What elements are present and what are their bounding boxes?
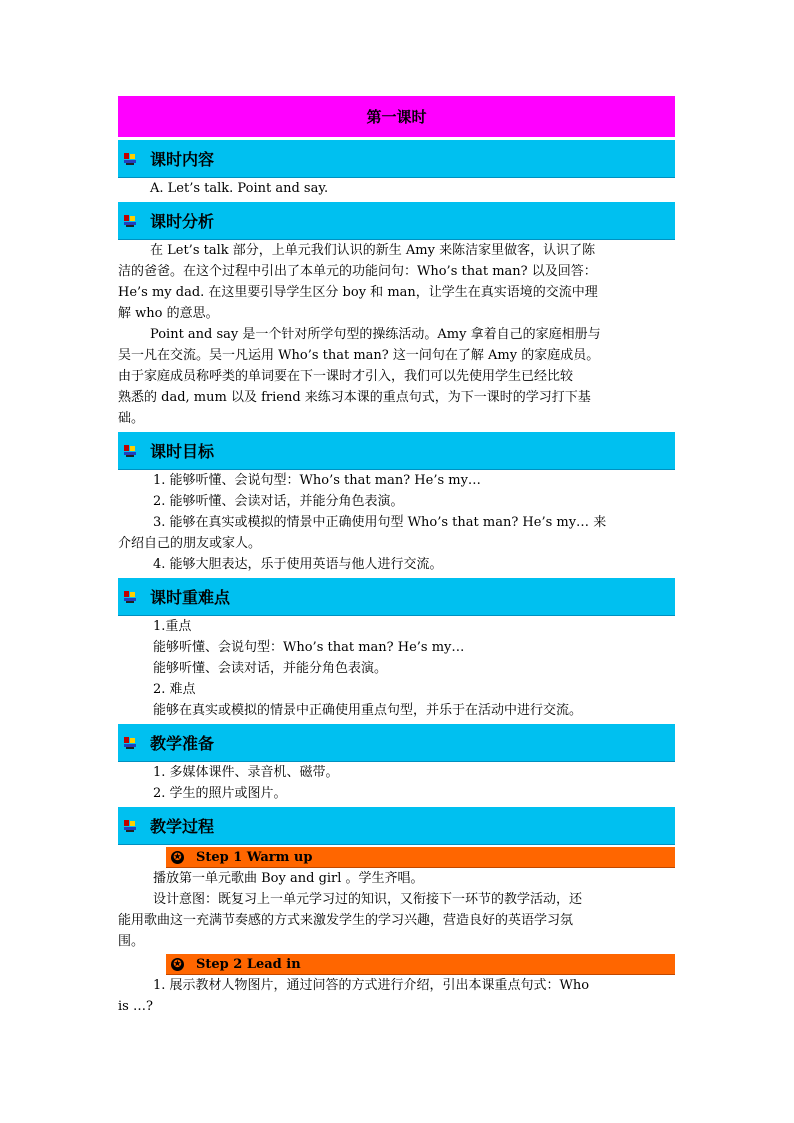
section-title: 课时分析 bbox=[150, 212, 215, 231]
text-line: 2. 难点 bbox=[153, 682, 196, 697]
book-stack-icon bbox=[123, 736, 137, 750]
book-stack-icon bbox=[123, 214, 137, 228]
text-line: 能够听懂、会读对话，并能分角色表演。 bbox=[153, 661, 388, 676]
text-line: A. Let’s talk. Point and say. bbox=[150, 181, 329, 196]
book-stack-icon bbox=[123, 444, 137, 458]
section-body-keypoints bbox=[118, 616, 675, 721]
text-line: 1. 展示教材人物图片，通过问答的方式进行介绍，引出本课重点句式：Who bbox=[153, 978, 590, 993]
text-line: 吴一凡在交流。吴一凡运用 Who’s that man? 这一问句在了解 Amy 的家庭成员。 bbox=[118, 348, 600, 363]
section-title: 课时重难点 bbox=[150, 588, 231, 607]
section-header-content bbox=[118, 140, 675, 178]
step-body-lead-in bbox=[118, 975, 675, 1017]
section-header-goals bbox=[118, 432, 675, 470]
section-title: 课时内容 bbox=[150, 150, 215, 169]
text-line: 1. 多媒体课件、录音机、磁带。 bbox=[153, 765, 339, 780]
star-circle-icon: ✪ bbox=[171, 851, 184, 864]
step-header-warm-up bbox=[166, 847, 675, 868]
text-line: 能够听懂、会说句型：Who’s that man? He’s my… bbox=[153, 640, 465, 655]
lesson-title: 第一课时 bbox=[366, 108, 427, 126]
section-body-prep bbox=[118, 762, 675, 804]
section-body-analysis bbox=[118, 240, 675, 429]
book-stack-icon bbox=[123, 152, 137, 166]
text-line: 解 who 的意思。 bbox=[118, 306, 219, 321]
section-header-process bbox=[118, 807, 675, 845]
text-line: 2. 学生的照片或图片。 bbox=[153, 786, 287, 801]
text-line: 熟悉的 dad, mum 以及 friend 来练习本课的重点句式，为下一课时的学习打下基 bbox=[118, 390, 591, 405]
text-line: 1.重点 bbox=[153, 619, 192, 634]
text-line: 洁的爸爸。在这个过程中引出了本单元的功能问句：Who’s that man? 以及回答： bbox=[118, 264, 597, 279]
section-body-content bbox=[118, 178, 675, 199]
step-body-warm-up bbox=[118, 868, 675, 952]
book-stack-icon bbox=[123, 819, 137, 833]
section-header-analysis bbox=[118, 202, 675, 240]
text-line: 设计意图：既复习上一单元学习过的知识，又衔接下一环节的教学活动，还 bbox=[153, 892, 583, 907]
text-line: 播放第一单元歌曲 Boy and girl 。学生齐唱。 bbox=[153, 871, 424, 886]
text-line: 能用歌曲这一充满节奏感的方式来激发学生的学习兴趣，营造良好的英语学习氛 bbox=[118, 913, 574, 928]
section-body-goals bbox=[118, 470, 675, 575]
lesson-title-bar bbox=[118, 96, 675, 137]
section-header-keypoints bbox=[118, 578, 675, 616]
star-circle-icon: ✪ bbox=[171, 958, 184, 971]
text-line: is …? bbox=[118, 999, 153, 1014]
text-line: 围。 bbox=[118, 934, 145, 949]
step-title: Step 1 Warm up bbox=[196, 849, 313, 865]
text-line: 能够在真实或模拟的情景中正确使用重点句型，并乐于在活动中进行交流。 bbox=[153, 703, 583, 718]
text-line: 础。 bbox=[118, 411, 145, 426]
step-title: Step 2 Lead in bbox=[196, 956, 301, 972]
lesson-plan bbox=[118, 96, 675, 1017]
section-header-prep bbox=[118, 724, 675, 762]
text-line: 4. 能够大胆表达，乐于使用英语与他人进行交流。 bbox=[153, 557, 443, 572]
text-line: 在 Let’s talk 部分，上单元我们认识的新生 Amy 来陈洁家里做客，认识了陈 bbox=[150, 243, 596, 258]
section-title: 教学准备 bbox=[150, 734, 215, 753]
text-line: 介绍自己的朋友或家人。 bbox=[118, 536, 262, 551]
section-title: 课时目标 bbox=[150, 442, 215, 461]
book-stack-icon bbox=[123, 590, 137, 604]
text-line: 1. 能够听懂、会说句型：Who’s that man? He’s my… bbox=[153, 473, 481, 488]
text-line: 3. 能够在真实或模拟的情景中正确使用句型 Who’s that man? He’s my… 来 bbox=[153, 515, 607, 530]
text-line: He’s my dad. 在这里要引导学生区分 boy 和 man，让学生在真实语境的交流中理 bbox=[118, 285, 598, 300]
text-line: 由于家庭成员称呼类的单词要在下一课时才引入，我们可以先使用学生已经比较 bbox=[118, 369, 574, 384]
text-line: 2. 能够听懂、会读对话，并能分角色表演。 bbox=[153, 494, 404, 509]
text-line: Point and say 是一个针对所学句型的操练活动。Amy 拿着自己的家庭相册与 bbox=[150, 327, 601, 342]
section-title: 教学过程 bbox=[150, 817, 215, 836]
step-header-lead-in bbox=[166, 954, 675, 975]
